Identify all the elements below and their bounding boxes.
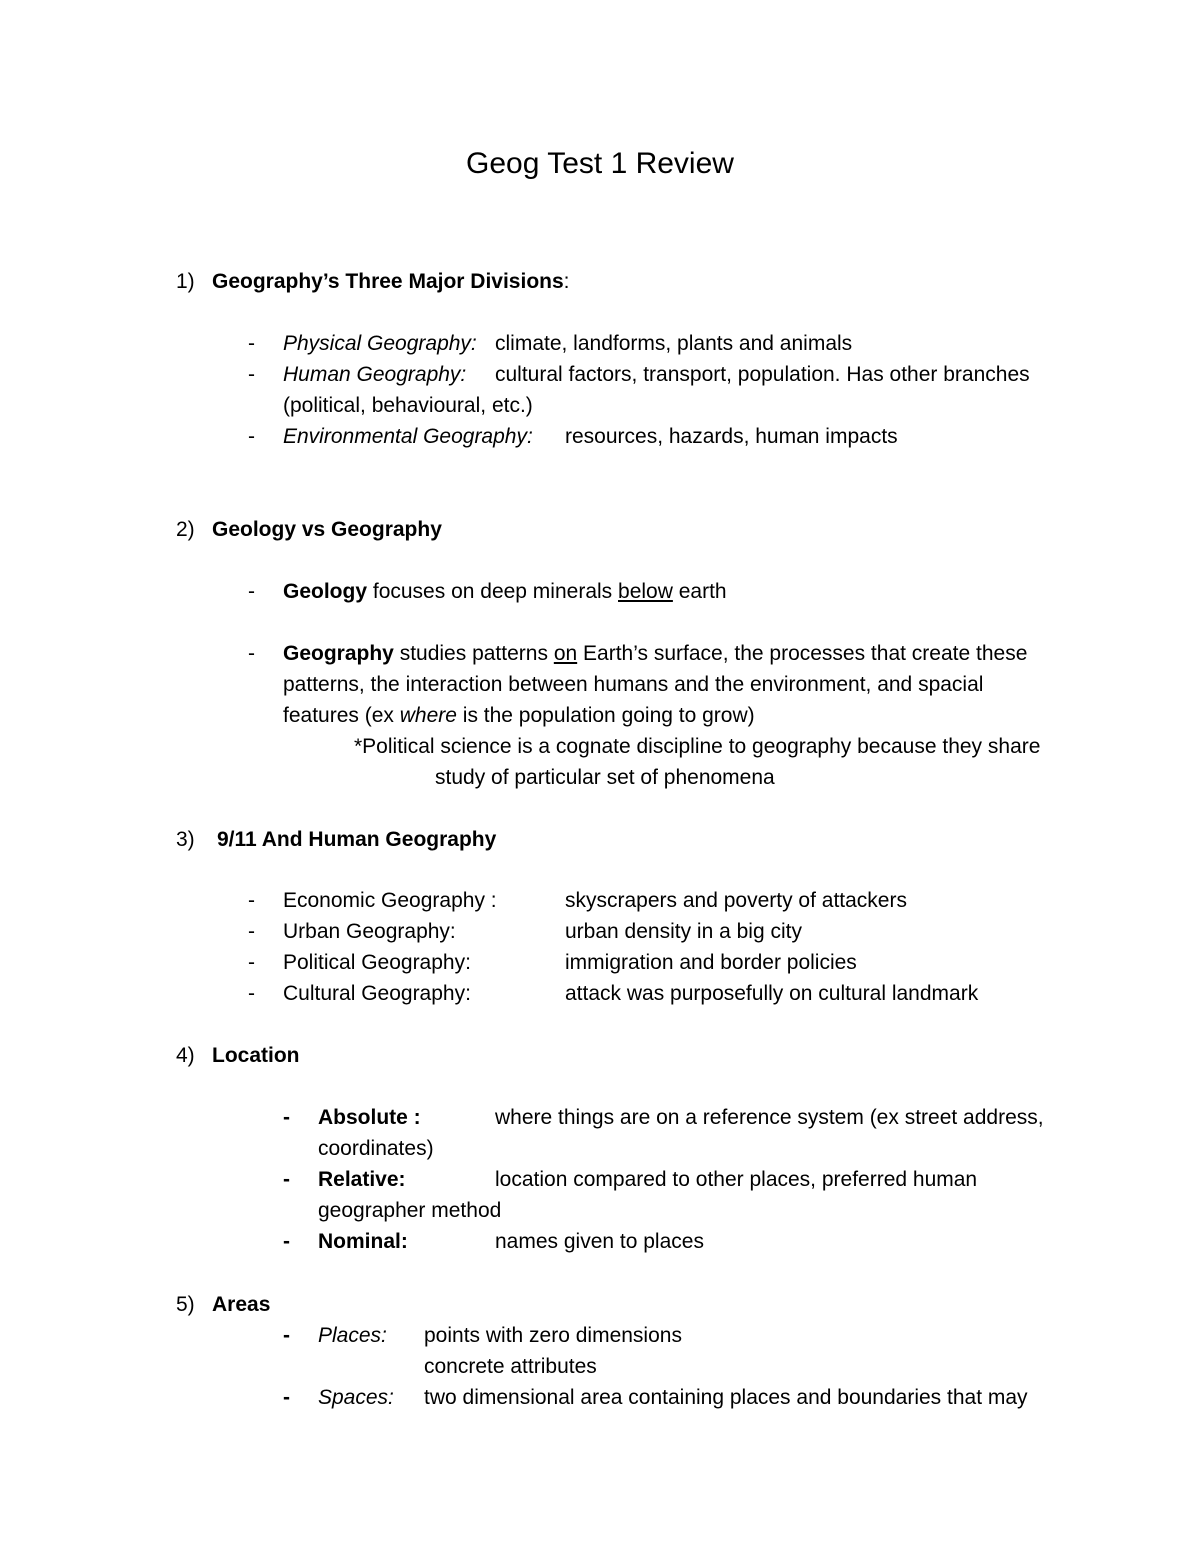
desc-relative-cont: geographer method bbox=[318, 1199, 502, 1222]
section-number: 5) bbox=[176, 1293, 195, 1316]
section-heading: Areas bbox=[212, 1293, 271, 1316]
term-political: Political Geography: bbox=[283, 951, 471, 974]
bullet-dash: - bbox=[283, 1230, 290, 1253]
bullet-dash: - bbox=[248, 363, 255, 386]
geography-line-3: features (ex where is the population going to grow) bbox=[283, 704, 755, 727]
desc-absolute-cont: coordinates) bbox=[318, 1137, 434, 1160]
bullet-dash: - bbox=[283, 1386, 290, 1409]
desc-spaces: two dimensional area containing places and boundaries that may bbox=[424, 1386, 1028, 1409]
desc-environmental: resources, hazards, human impacts bbox=[565, 425, 898, 448]
note-line-2: study of particular set of phenomena bbox=[435, 766, 775, 789]
geology-line: Geology focuses on deep minerals below earth bbox=[283, 580, 727, 603]
desc-nominal: names given to places bbox=[495, 1230, 704, 1253]
bullet-dash: - bbox=[248, 425, 255, 448]
bullet-dash: - bbox=[248, 889, 255, 912]
section-number: 3) bbox=[176, 828, 195, 851]
section-heading: 9/11 And Human Geography bbox=[217, 828, 497, 851]
bullet-dash: - bbox=[248, 580, 255, 603]
desc-physical: climate, landforms, plants and animals bbox=[495, 332, 853, 355]
section-heading: Location bbox=[212, 1044, 300, 1067]
term-urban: Urban Geography: bbox=[283, 920, 456, 943]
term-human: Human Geography: bbox=[283, 363, 467, 386]
section-heading: Geology vs Geography bbox=[212, 518, 442, 541]
bullet-dash: - bbox=[248, 951, 255, 974]
term-cultural: Cultural Geography: bbox=[283, 982, 471, 1005]
geography-line-1: Geography studies patterns on Earth’s surface, the processes that create these bbox=[283, 642, 1028, 665]
section-number: 1) bbox=[176, 270, 195, 293]
note-line-1: *Political science is a cognate discipline to geography because they share bbox=[354, 735, 1041, 758]
desc-human: cultural factors, transport, population. Has other branches bbox=[495, 363, 1030, 386]
desc-places: points with zero dimensions bbox=[424, 1324, 682, 1347]
term-places: Places: bbox=[318, 1324, 387, 1347]
term-environmental: Environmental Geography: bbox=[283, 425, 533, 448]
desc-places-cont: concrete attributes bbox=[424, 1355, 597, 1378]
bullet-dash: - bbox=[248, 982, 255, 1005]
page-title: Geog Test 1 Review bbox=[466, 147, 734, 180]
desc-political: immigration and border policies bbox=[565, 951, 857, 974]
bullet-dash: - bbox=[283, 1168, 290, 1191]
bullet-dash: - bbox=[248, 332, 255, 355]
section-number: 4) bbox=[176, 1044, 195, 1067]
section-number: 2) bbox=[176, 518, 195, 541]
term-spaces: Spaces: bbox=[318, 1386, 394, 1409]
section-heading: Geography’s Three Major Divisions: bbox=[212, 270, 570, 293]
term-nominal: Nominal: bbox=[318, 1230, 408, 1253]
desc-relative: location compared to other places, preferred human bbox=[495, 1168, 978, 1191]
geography-line-2: patterns, the interaction between humans and the environment, and spacial bbox=[283, 673, 984, 696]
desc-urban: urban density in a big city bbox=[565, 920, 802, 943]
term-physical: Physical Geography: bbox=[283, 332, 477, 355]
desc-cultural: attack was purposefully on cultural landmark bbox=[565, 982, 979, 1005]
bullet-dash: - bbox=[283, 1106, 290, 1129]
desc-human-cont: (political, behavioural, etc.) bbox=[283, 394, 533, 417]
bullet-dash: - bbox=[248, 920, 255, 943]
bullet-dash: - bbox=[248, 642, 255, 665]
bullet-dash: - bbox=[283, 1324, 290, 1347]
term-relative: Relative: bbox=[318, 1168, 406, 1191]
desc-economic: skyscrapers and poverty of attackers bbox=[565, 889, 907, 912]
term-economic: Economic Geography : bbox=[283, 889, 497, 912]
term-absolute: Absolute : bbox=[318, 1106, 421, 1129]
desc-absolute: where things are on a reference system (ex street address, bbox=[495, 1106, 1044, 1129]
